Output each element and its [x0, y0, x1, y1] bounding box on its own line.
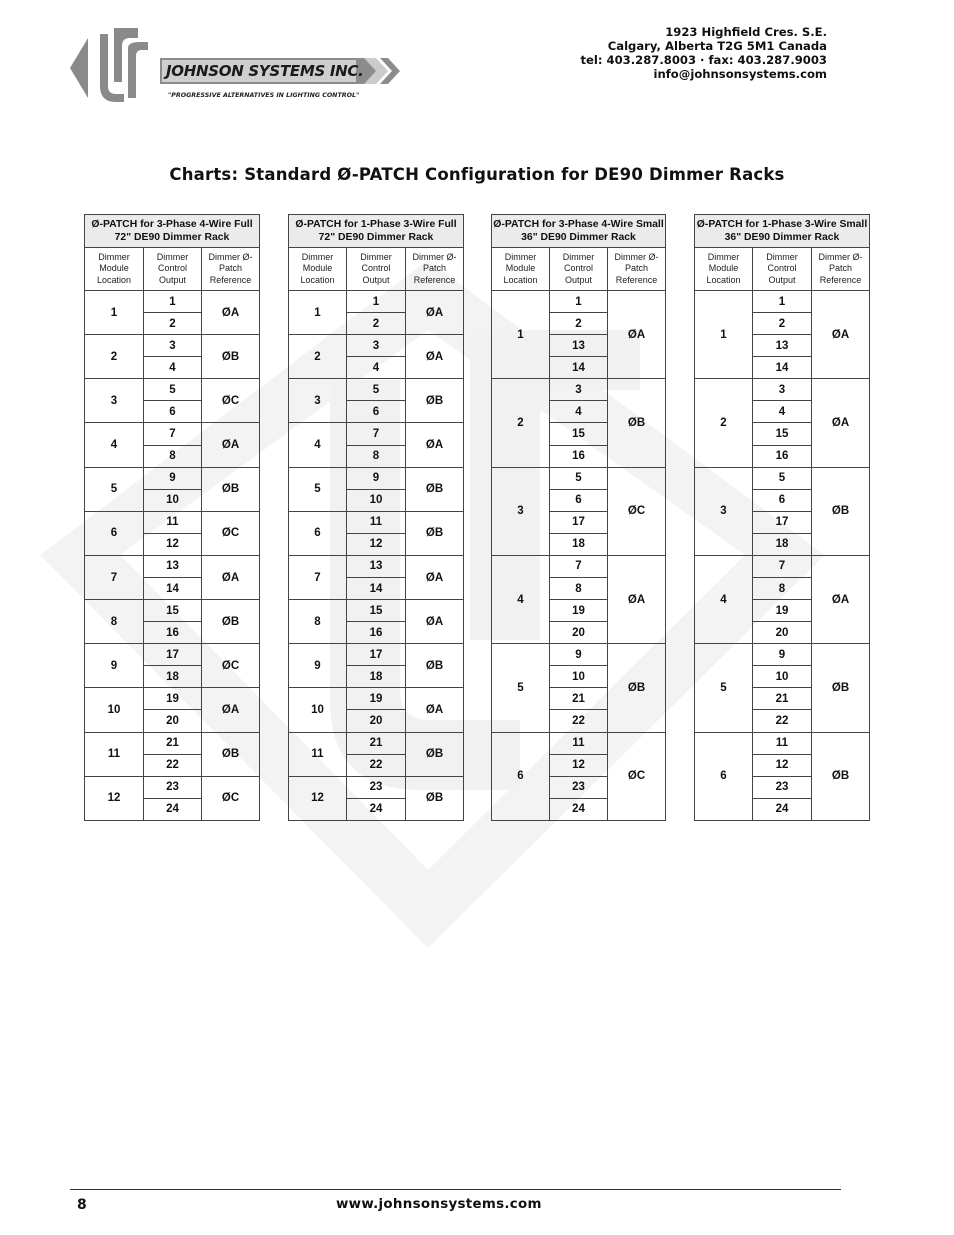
table-title: Ø-PATCH for 1-Phase 3-Wire Small 36" DE90 Dimmer Rack — [695, 215, 870, 248]
table-row — [695, 291, 870, 313]
module-location: 6 — [85, 511, 144, 555]
module-location: 7 — [289, 555, 347, 599]
control-output: 10 — [347, 489, 406, 511]
module-location: 6 — [492, 732, 550, 820]
control-output: 15 — [550, 423, 608, 445]
table-row — [85, 776, 260, 798]
module-location: 1 — [695, 291, 753, 379]
control-output: 18 — [347, 666, 406, 688]
patch-table-1 — [84, 214, 260, 821]
control-output: 6 — [144, 401, 202, 423]
table-row — [289, 776, 464, 798]
module-location: 3 — [492, 467, 550, 555]
col-header-output: Dimmer Control Output — [753, 248, 812, 291]
control-output: 17 — [550, 511, 608, 533]
table-row — [85, 291, 260, 313]
control-output: 5 — [753, 467, 812, 489]
phase-reference: ØA — [202, 423, 260, 467]
patch-table-2 — [288, 214, 464, 821]
phase-reference: ØA — [406, 688, 464, 732]
table-row — [85, 688, 260, 710]
module-location: 9 — [289, 644, 347, 688]
phase-reference: ØB — [608, 644, 666, 732]
module-location: 3 — [85, 379, 144, 423]
control-output: 12 — [550, 754, 608, 776]
phase-reference: ØA — [202, 291, 260, 335]
phase-reference: ØB — [812, 644, 870, 732]
col-header-reference: Dimmer Ø-Patch Reference — [608, 248, 666, 291]
table-row — [695, 379, 870, 401]
control-output: 7 — [347, 423, 406, 445]
module-location: 2 — [492, 379, 550, 467]
control-output: 14 — [347, 578, 406, 600]
table-row — [85, 423, 260, 445]
table-row — [85, 732, 260, 754]
control-output: 1 — [550, 291, 608, 313]
module-location: 12 — [85, 776, 144, 820]
control-output: 18 — [550, 533, 608, 555]
control-output: 16 — [753, 445, 812, 467]
control-output: 14 — [550, 357, 608, 379]
phase-reference: ØA — [406, 600, 464, 644]
control-output: 1 — [347, 291, 406, 313]
table-row — [289, 555, 464, 577]
phase-reference: ØA — [406, 335, 464, 379]
control-output: 3 — [550, 379, 608, 401]
col-header-reference: Dimmer Ø-Patch Reference — [202, 248, 260, 291]
table-row — [695, 644, 870, 666]
phase-reference: ØC — [608, 467, 666, 555]
table-row — [85, 467, 260, 489]
control-output: 17 — [753, 511, 812, 533]
phase-reference: ØB — [202, 335, 260, 379]
control-output: 18 — [753, 533, 812, 555]
col-header-reference: Dimmer Ø-Patch Reference — [406, 248, 464, 291]
table-row — [85, 511, 260, 533]
phase-reference: ØC — [202, 776, 260, 820]
control-output: 2 — [347, 313, 406, 335]
control-output: 7 — [753, 555, 812, 577]
control-output: 3 — [753, 379, 812, 401]
control-output: 19 — [144, 688, 202, 710]
control-output: 9 — [347, 467, 406, 489]
phase-reference: ØA — [608, 291, 666, 379]
phase-reference: ØA — [812, 555, 870, 643]
control-output: 20 — [347, 710, 406, 732]
phase-reference: ØB — [202, 600, 260, 644]
phase-reference: ØA — [406, 423, 464, 467]
control-output: 17 — [347, 644, 406, 666]
col-header-location: Dimmer Module Location — [695, 248, 753, 291]
module-location: 2 — [695, 379, 753, 467]
control-output: 16 — [144, 622, 202, 644]
table-row — [289, 511, 464, 533]
table-row — [492, 467, 666, 489]
control-output: 14 — [144, 578, 202, 600]
patch-table-4 — [694, 214, 870, 821]
control-output: 4 — [347, 357, 406, 379]
module-location: 4 — [695, 555, 753, 643]
module-location: 10 — [289, 688, 347, 732]
control-output: 11 — [550, 732, 608, 754]
control-output: 4 — [550, 401, 608, 423]
phase-reference: ØC — [202, 511, 260, 555]
table-row — [289, 467, 464, 489]
control-output: 13 — [347, 555, 406, 577]
module-location: 11 — [85, 732, 144, 776]
module-location: 9 — [85, 644, 144, 688]
table-row — [85, 644, 260, 666]
control-output: 21 — [347, 732, 406, 754]
address-city: Calgary, Alberta T2G 5M1 Canada — [607, 39, 827, 53]
module-location: 12 — [289, 776, 347, 820]
phase-reference: ØB — [202, 732, 260, 776]
phase-reference: ØA — [812, 291, 870, 379]
control-output: 13 — [753, 335, 812, 357]
website-link[interactable]: www.johnsonsystems.com — [336, 1197, 542, 1212]
module-location: 7 — [85, 555, 144, 599]
phone-fax: tel: 403.287.8003 · fax: 403.287.9003 — [580, 53, 827, 67]
control-output: 12 — [347, 533, 406, 555]
control-output: 23 — [144, 776, 202, 798]
control-output: 6 — [550, 489, 608, 511]
module-location: 1 — [289, 291, 347, 335]
control-output: 24 — [550, 798, 608, 820]
table-row — [695, 732, 870, 754]
table-row — [85, 555, 260, 577]
phase-reference: ØB — [812, 732, 870, 820]
control-output: 16 — [347, 622, 406, 644]
email-link[interactable]: info@johnsonsystems.com — [653, 67, 827, 81]
control-output: 2 — [144, 313, 202, 335]
control-output: 21 — [550, 688, 608, 710]
control-output: 5 — [347, 379, 406, 401]
table-row — [85, 335, 260, 357]
table-row — [492, 291, 666, 313]
module-location: 2 — [85, 335, 144, 379]
control-output: 19 — [347, 688, 406, 710]
col-header-output: Dimmer Control Output — [144, 248, 202, 291]
control-output: 2 — [550, 313, 608, 335]
control-output: 24 — [144, 798, 202, 820]
control-output: 22 — [753, 710, 812, 732]
control-output: 8 — [550, 578, 608, 600]
control-output: 19 — [550, 600, 608, 622]
page-title: Charts: Standard Ø-PATCH Configuration for DE90 Dimmer Racks — [169, 165, 785, 184]
col-header-output: Dimmer Control Output — [347, 248, 406, 291]
page-number: 8 — [77, 1197, 87, 1213]
table-row — [492, 379, 666, 401]
control-output: 9 — [753, 644, 812, 666]
control-output: 15 — [347, 600, 406, 622]
table-row — [289, 379, 464, 401]
control-output: 11 — [753, 732, 812, 754]
control-output: 7 — [144, 423, 202, 445]
control-output: 10 — [144, 489, 202, 511]
table-title: Ø-PATCH for 3-Phase 4-Wire Full 72" DE90 Dimmer Rack — [85, 215, 260, 248]
control-output: 5 — [550, 467, 608, 489]
control-output: 22 — [347, 754, 406, 776]
phase-reference: ØA — [202, 688, 260, 732]
phase-reference: ØB — [406, 644, 464, 688]
phase-reference: ØC — [608, 732, 666, 820]
control-output: 23 — [753, 776, 812, 798]
phase-reference: ØC — [202, 379, 260, 423]
phase-reference: ØA — [812, 379, 870, 467]
table-title: Ø-PATCH for 3-Phase 4-Wire Small 36" DE90 Dimmer Rack — [492, 215, 666, 248]
module-location: 4 — [492, 555, 550, 643]
control-output: 3 — [144, 335, 202, 357]
col-header-location: Dimmer Module Location — [492, 248, 550, 291]
module-location: 8 — [289, 600, 347, 644]
table-row — [492, 555, 666, 577]
company-name: JOHNSON SYSTEMS INC. — [166, 62, 364, 80]
control-output: 8 — [753, 578, 812, 600]
control-output: 24 — [753, 798, 812, 820]
phase-reference: ØB — [406, 467, 464, 511]
col-header-output: Dimmer Control Output — [550, 248, 608, 291]
table-row — [289, 644, 464, 666]
table-row — [289, 732, 464, 754]
control-output: 21 — [144, 732, 202, 754]
control-output: 12 — [144, 533, 202, 555]
control-output: 20 — [753, 622, 812, 644]
table-row — [695, 467, 870, 489]
control-output: 9 — [550, 644, 608, 666]
module-location: 5 — [492, 644, 550, 732]
phase-reference: ØB — [406, 511, 464, 555]
module-location: 10 — [85, 688, 144, 732]
address-street: 1923 Highfield Cres. S.E. — [665, 25, 827, 39]
control-output: 6 — [753, 489, 812, 511]
control-output: 4 — [144, 357, 202, 379]
control-output: 13 — [144, 555, 202, 577]
module-location: 1 — [492, 291, 550, 379]
phase-reference: ØB — [406, 776, 464, 820]
table-row — [695, 555, 870, 577]
control-output: 4 — [753, 401, 812, 423]
control-output: 2 — [753, 313, 812, 335]
control-output: 14 — [753, 357, 812, 379]
company-tagline: "PROGRESSIVE ALTERNATIVES IN LIGHTING CONTROL" — [168, 92, 360, 99]
module-location: 6 — [289, 511, 347, 555]
table-row — [289, 688, 464, 710]
phase-reference: ØC — [202, 644, 260, 688]
control-output: 23 — [347, 776, 406, 798]
table-row — [85, 600, 260, 622]
patch-table-3 — [491, 214, 666, 821]
control-output: 11 — [347, 511, 406, 533]
footer-divider — [70, 1189, 841, 1190]
table-title: Ø-PATCH for 1-Phase 3-Wire Full 72" DE90 Dimmer Rack — [289, 215, 464, 248]
phase-reference: ØA — [406, 291, 464, 335]
table-row — [289, 423, 464, 445]
module-location: 5 — [85, 467, 144, 511]
control-output: 13 — [550, 335, 608, 357]
contact-address — [580, 25, 827, 81]
table-row — [492, 644, 666, 666]
phase-reference: ØB — [608, 379, 666, 467]
control-output: 15 — [753, 423, 812, 445]
col-header-reference: Dimmer Ø-Patch Reference — [812, 248, 870, 291]
control-output: 10 — [550, 666, 608, 688]
control-output: 1 — [144, 291, 202, 313]
control-output: 17 — [144, 644, 202, 666]
phase-reference: ØA — [406, 555, 464, 599]
phase-reference: ØB — [202, 467, 260, 511]
control-output: 3 — [347, 335, 406, 357]
control-output: 21 — [753, 688, 812, 710]
module-location: 6 — [695, 732, 753, 820]
col-header-location: Dimmer Module Location — [85, 248, 144, 291]
phase-reference: ØB — [812, 467, 870, 555]
control-output: 7 — [550, 555, 608, 577]
col-header-location: Dimmer Module Location — [289, 248, 347, 291]
module-location: 2 — [289, 335, 347, 379]
module-location: 5 — [695, 644, 753, 732]
module-location: 3 — [289, 379, 347, 423]
table-row — [289, 600, 464, 622]
table-row — [289, 291, 464, 313]
table-row — [85, 379, 260, 401]
module-location: 4 — [289, 423, 347, 467]
control-output: 12 — [753, 754, 812, 776]
phase-reference: ØA — [608, 555, 666, 643]
module-location: 8 — [85, 600, 144, 644]
module-location: 11 — [289, 732, 347, 776]
phase-reference: ØA — [202, 555, 260, 599]
control-output: 23 — [550, 776, 608, 798]
module-location: 3 — [695, 467, 753, 555]
phase-reference: ØB — [406, 379, 464, 423]
control-output: 5 — [144, 379, 202, 401]
phase-reference: ØB — [406, 732, 464, 776]
control-output: 16 — [550, 445, 608, 467]
control-output: 20 — [550, 622, 608, 644]
module-location: 5 — [289, 467, 347, 511]
control-output: 19 — [753, 600, 812, 622]
control-output: 1 — [753, 291, 812, 313]
module-location: 1 — [85, 291, 144, 335]
control-output: 18 — [144, 666, 202, 688]
control-output: 6 — [347, 401, 406, 423]
control-output: 11 — [144, 511, 202, 533]
control-output: 24 — [347, 798, 406, 820]
control-output: 22 — [550, 710, 608, 732]
table-row — [289, 335, 464, 357]
module-location: 4 — [85, 423, 144, 467]
control-output: 8 — [347, 445, 406, 467]
control-output: 22 — [144, 754, 202, 776]
control-output: 8 — [144, 445, 202, 467]
control-output: 20 — [144, 710, 202, 732]
control-output: 10 — [753, 666, 812, 688]
control-output: 9 — [144, 467, 202, 489]
table-row — [492, 732, 666, 754]
control-output: 15 — [144, 600, 202, 622]
